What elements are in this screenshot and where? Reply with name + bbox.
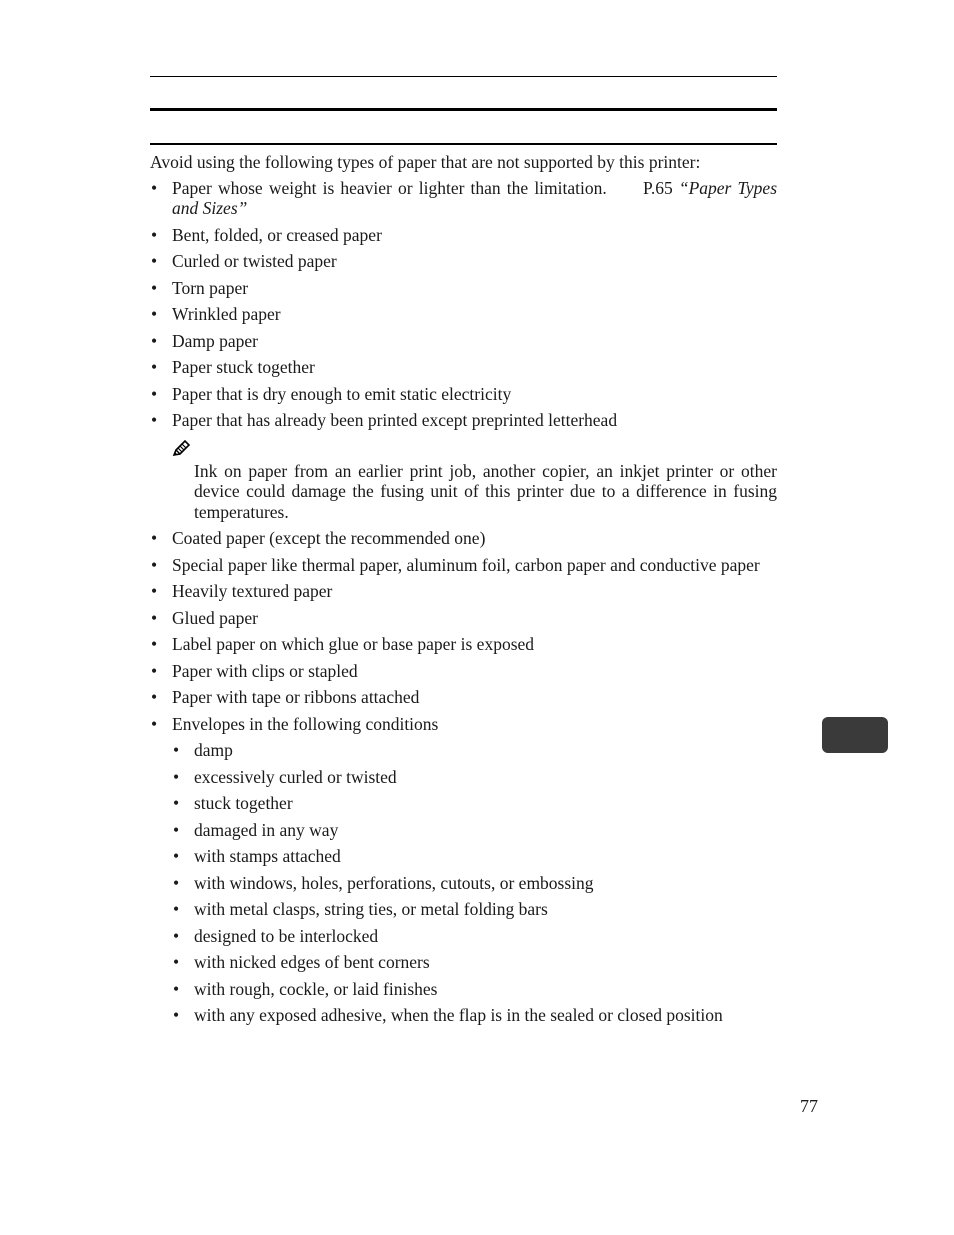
list-item-text: Envelopes in the following conditions <box>172 713 439 734</box>
sub-list-item: • damp <box>172 740 777 761</box>
list-item: • Damp paper <box>150 331 777 352</box>
list-item: • Label paper on which glue or base paper is exposed <box>150 634 777 655</box>
sub-list-item: • stuck together <box>172 793 777 814</box>
unsupported-paper-list <box>150 178 777 431</box>
list-item: • Glued paper <box>150 608 777 629</box>
note-text: Ink on paper from an earlier print job, another copier, an inkjet printer or other device could damage the fusing unit of this printer due to a difference in fusing temperatures. <box>194 460 777 522</box>
list-item: • Paper stuck together <box>150 357 777 378</box>
intro-paragraph: Avoid using the following types of paper that are not supported by this printer: <box>150 152 701 172</box>
unsupported-paper-list-continued <box>150 528 777 1026</box>
sub-list-item: • damaged in any way <box>172 820 777 841</box>
note-block <box>172 439 777 523</box>
list-item: • Heavily textured paper <box>150 581 777 602</box>
sub-list-item: • with rough, cockle, or laid finishes <box>172 979 777 1000</box>
list-item: • Special paper like thermal paper, aluminum foil, carbon paper and conductive paper <box>150 555 777 576</box>
header-rule-thick-bottom <box>150 143 777 145</box>
list-item <box>150 178 777 219</box>
list-item: • Paper that is dry enough to emit static electricity <box>150 384 777 405</box>
list-item: • Coated paper (except the recommended one) <box>150 528 777 549</box>
list-item: • Bent, folded, or creased paper <box>150 225 777 246</box>
sub-list-item: • with stamps attached <box>172 846 777 867</box>
list-item: • Paper with tape or ribbons attached <box>150 687 777 708</box>
pencil-note-icon <box>172 439 192 457</box>
sub-list-item: • designed to be interlocked <box>172 926 777 947</box>
list-item: • Curled or twisted paper <box>150 251 777 272</box>
sub-list-item: • with nicked edges of bent corners <box>172 952 777 973</box>
list-item: • Paper that has already been printed except preprinted letterhead <box>150 410 777 431</box>
reference-title[interactable]: “Paper Types and Sizes” <box>172 177 778 218</box>
reference-page[interactable]: P.65 <box>643 177 673 198</box>
sub-list-item: • excessively curled or twisted <box>172 767 777 788</box>
header-rule-thin <box>150 76 777 77</box>
envelope-conditions-list <box>172 740 777 1026</box>
list-item-text: Paper whose weight is heavier or lighter than the limitation. <box>172 177 607 198</box>
page-number: 77 <box>800 1096 818 1116</box>
list-item: • Torn paper <box>150 278 777 299</box>
sub-list-item: • with windows, holes, perforations, cutouts, or embossing <box>172 873 777 894</box>
sub-list-item: • with metal clasps, string ties, or metal folding bars <box>172 899 777 920</box>
list-item: • Wrinkled paper <box>150 304 777 325</box>
list-item: • Paper with clips or stapled <box>150 661 777 682</box>
chapter-side-tab <box>822 717 888 753</box>
list-item <box>150 714 777 1026</box>
main-content <box>150 152 777 1032</box>
sub-list-item: • with any exposed adhesive, when the flap is in the sealed or closed position <box>172 1005 777 1026</box>
header-rule-thick-top <box>150 108 777 111</box>
